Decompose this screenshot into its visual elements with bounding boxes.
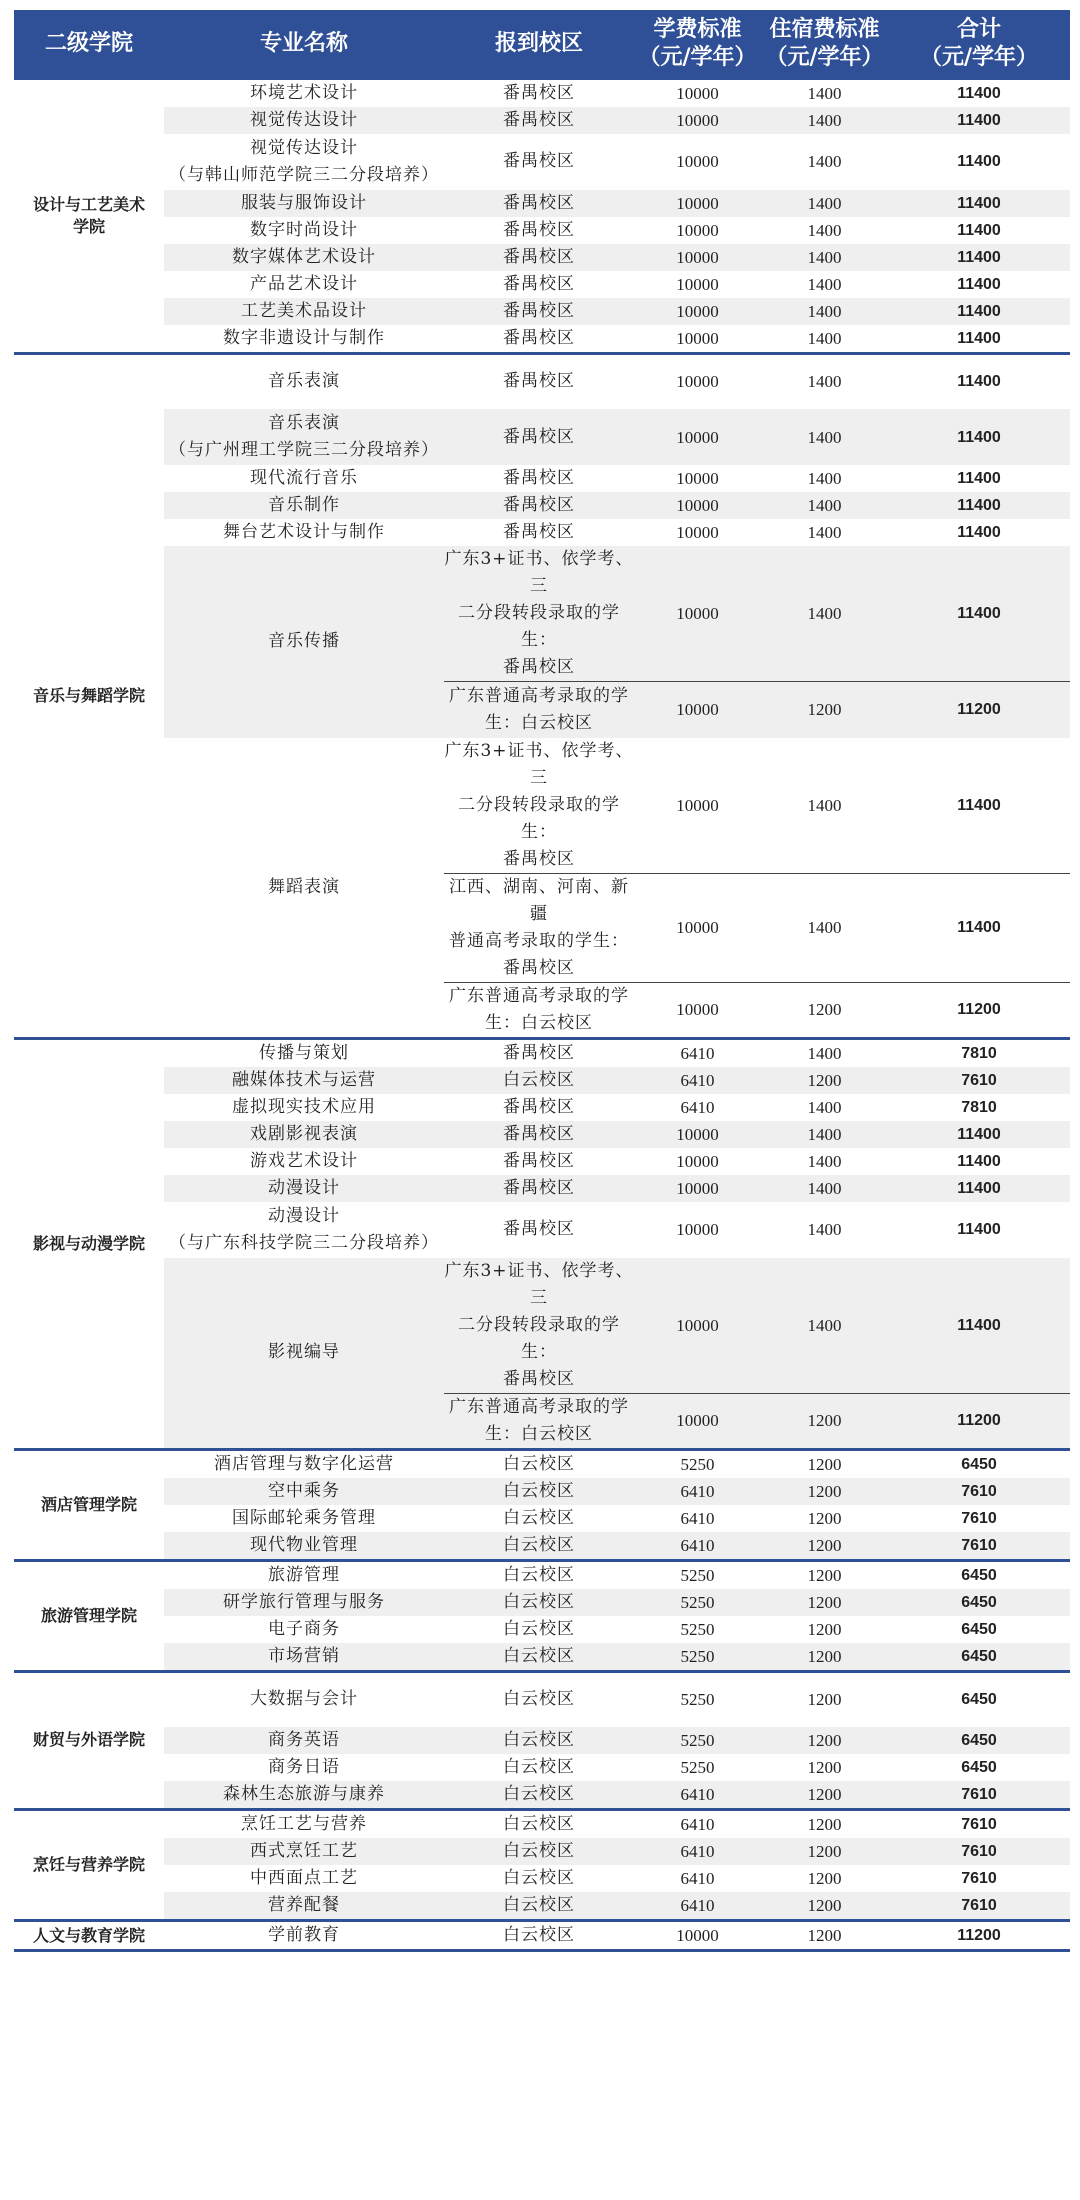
dorm-fee: 1400 — [807, 1220, 842, 1239]
fee-table-body — [14, 78, 1070, 1951]
major-name: 虚拟现实技术应用 — [232, 1096, 376, 1117]
tuition-fee: 10000 — [676, 328, 719, 348]
college-name: 人文与教育学院 — [14, 1921, 164, 1951]
dorm-fee: 1400 — [807, 1097, 842, 1117]
campus-name: 番禺校区 — [444, 492, 634, 519]
header-college: 二级学院 — [14, 10, 164, 78]
total-fee: 7610 — [888, 1892, 1070, 1921]
table-row — [14, 1589, 1070, 1616]
tuition-fee: 6410 — [634, 1781, 761, 1810]
header-major: 专业名称 — [164, 10, 444, 78]
major-name: 烹饪工艺与营养 — [164, 1810, 444, 1839]
major-name: 中西面点工艺 — [250, 1868, 358, 1888]
major-name: 营养配餐 — [164, 1892, 444, 1921]
header-total: 合计 （元/学年） — [888, 10, 1070, 78]
campus-name: 番禺校区 — [503, 522, 575, 542]
table-row — [14, 1148, 1070, 1175]
header-dorm: 住宿费标准 （元/学年） — [761, 10, 888, 78]
major-name: 西式烹饪工艺 — [164, 1838, 444, 1865]
tuition-fee: 5250 — [634, 1589, 761, 1616]
table-row — [14, 1810, 1070, 1839]
college-name: 设计与工艺美术 学院 — [14, 78, 164, 353]
table-row — [14, 244, 1070, 271]
total-fee: 7610 — [888, 1838, 1070, 1865]
tuition-fee: 10000 — [676, 469, 719, 488]
dorm-fee: 1200 — [761, 1643, 888, 1672]
table-row — [14, 190, 1070, 217]
total-fee: 11400 — [888, 78, 1070, 107]
dorm-fee: 1200 — [761, 1532, 888, 1561]
campus-name: 广东3+证书、依学考、三 二分段转段录取的学生： 番禺校区 — [444, 546, 634, 682]
campus-name: 白云校区 — [503, 1757, 575, 1777]
tuition-fee: 10000 — [634, 1121, 761, 1148]
college-name: 烹饪与营养学院 — [14, 1810, 164, 1921]
campus-name: 白云校区 — [444, 1560, 634, 1589]
dorm-fee: 1400 — [761, 1121, 888, 1148]
total-fee: 6450 — [888, 1671, 1070, 1727]
table-row — [14, 1781, 1070, 1810]
tuition-fee: 6410 — [634, 1838, 761, 1865]
college-name: 酒店管理学院 — [14, 1449, 164, 1560]
campus-name: 白云校区 — [444, 1838, 634, 1865]
dorm-fee: 1200 — [761, 1671, 888, 1727]
campus-name: 番禺校区 — [444, 190, 634, 217]
major-name: 大数据与会计 — [164, 1671, 444, 1727]
table-row — [14, 1094, 1070, 1121]
dorm-fee: 1400 — [807, 328, 842, 348]
major-name: 数字媒体艺术设计 — [164, 244, 444, 271]
fee-table — [14, 10, 1070, 1952]
total-fee: 11400 — [888, 492, 1070, 519]
dorm-fee: 1400 — [761, 1038, 888, 1067]
tuition-fee: 10000 — [676, 152, 719, 171]
tuition-fee: 6410 — [634, 1478, 761, 1505]
campus-name: 番禺校区 — [444, 1121, 634, 1148]
major-name: 音乐表演 （与广州理工学院三二分段培养） — [164, 409, 444, 465]
table-row — [14, 519, 1070, 546]
table-row — [14, 1478, 1070, 1505]
total-fee: 6450 — [888, 1449, 1070, 1478]
total-fee: 6450 — [961, 1620, 997, 1638]
table-row — [14, 1727, 1070, 1754]
dorm-fee: 1400 — [807, 1151, 842, 1171]
total-fee: 11400 — [957, 329, 1001, 347]
campus-name: 白云校区 — [444, 1892, 634, 1921]
tuition-fee: 10000 — [676, 274, 719, 294]
header-campus: 报到校区 — [444, 10, 634, 78]
major-name: 游戏艺术设计 — [250, 1150, 358, 1171]
table-row — [14, 1067, 1070, 1094]
tuition-fee: 6410 — [634, 1067, 761, 1094]
table-row — [14, 409, 1070, 465]
tuition-fee: 6410 — [634, 1810, 761, 1839]
campus-name: 番禺校区 — [444, 244, 634, 271]
dorm-fee: 1400 — [761, 409, 888, 465]
table-row — [14, 492, 1070, 519]
major-name: 工艺美术品设计 — [164, 298, 444, 325]
major-name: 舞蹈表演 — [268, 876, 340, 897]
campus-name: 番禺校区 — [503, 468, 575, 488]
total-fee: 6450 — [961, 1759, 997, 1776]
total-fee: 6450 — [888, 1560, 1070, 1589]
major-name: 学前教育 — [164, 1921, 444, 1951]
dorm-fee: 1200 — [761, 1449, 888, 1478]
table-row — [14, 546, 1070, 682]
total-fee: 7810 — [961, 1098, 997, 1116]
major-name: 国际邮轮乘务管理 — [232, 1507, 376, 1528]
tuition-fee: 10000 — [634, 190, 761, 217]
tuition-fee: 5250 — [634, 1671, 761, 1727]
table-row — [14, 1865, 1070, 1892]
dorm-fee: 1200 — [761, 1727, 888, 1754]
college-name: 财贸与外语学院 — [14, 1671, 164, 1810]
tuition-fee: 6410 — [634, 1892, 761, 1921]
dorm-fee: 1200 — [761, 1589, 888, 1616]
college-name: 音乐与舞蹈学院 — [14, 353, 164, 1038]
dorm-fee: 1400 — [761, 1258, 888, 1394]
tuition-fee: 10000 — [676, 795, 719, 815]
major-name: 森林生态旅游与康养 — [164, 1781, 444, 1810]
major-name: 视觉传达设计 （与韩山师范学院三二分段培养） — [169, 137, 439, 185]
table-row — [14, 1038, 1070, 1067]
total-fee: 11400 — [957, 275, 1001, 293]
table-row — [14, 1671, 1070, 1727]
tuition-fee: 5250 — [680, 1619, 715, 1639]
major-name: 戏剧影视表演 — [164, 1121, 444, 1148]
campus-name: 白云校区 — [444, 1921, 634, 1951]
dorm-fee: 1200 — [761, 1478, 888, 1505]
tuition-fee: 10000 — [676, 1151, 719, 1171]
tuition-fee: 10000 — [634, 982, 761, 1038]
table-row — [14, 1121, 1070, 1148]
table-row — [14, 1892, 1070, 1921]
tuition-fee: 6410 — [680, 1508, 715, 1528]
campus-name: 白云校区 — [444, 1671, 634, 1727]
campus-name: 番禺校区 — [444, 298, 634, 325]
tuition-fee: 10000 — [634, 492, 761, 519]
total-fee: 11200 — [888, 982, 1070, 1038]
tuition-fee: 10000 — [676, 220, 719, 240]
campus-name: 白云校区 — [444, 1532, 634, 1561]
major-name: 音乐制作 — [164, 492, 444, 519]
tuition-fee: 10000 — [676, 1220, 719, 1239]
total-fee: 11200 — [888, 682, 1070, 738]
tuition-fee: 6410 — [680, 1097, 715, 1117]
campus-name: 白云校区 — [503, 1618, 575, 1639]
campus-name: 广东3+证书、依学考、三 二分段转段录取的学生： 番禺校区 — [444, 740, 634, 869]
table-row — [14, 1838, 1070, 1865]
total-fee: 11400 — [957, 796, 1001, 814]
campus-name: 番禺校区 — [503, 1219, 575, 1239]
total-fee: 11400 — [888, 298, 1070, 325]
college-name: 影视与动漫学院 — [14, 1038, 164, 1449]
table-row — [14, 271, 1070, 298]
dorm-fee: 1400 — [761, 873, 888, 982]
major-name: 酒店管理与数字化运营 — [164, 1449, 444, 1478]
dorm-fee: 1200 — [761, 1892, 888, 1921]
table-row — [14, 1505, 1070, 1532]
table-row — [14, 353, 1070, 409]
table-row — [14, 1754, 1070, 1781]
campus-name: 番禺校区 — [444, 1038, 634, 1067]
table-row — [14, 1202, 1070, 1258]
campus-name: 白云校区 — [444, 1478, 634, 1505]
total-fee: 7610 — [961, 1870, 997, 1887]
dorm-fee: 1400 — [761, 107, 888, 134]
dorm-fee: 1200 — [761, 982, 888, 1038]
total-fee: 11200 — [888, 1921, 1070, 1951]
dorm-fee: 1200 — [761, 1810, 888, 1839]
table-row — [14, 1449, 1070, 1478]
dorm-fee: 1400 — [761, 244, 888, 271]
major-name: 数字非遗设计与制作 — [223, 327, 385, 348]
major-name: 服装与服饰设计 — [164, 190, 444, 217]
header-row — [14, 10, 1070, 78]
tuition-fee: 10000 — [634, 1258, 761, 1394]
major-name: 市场营销 — [164, 1643, 444, 1672]
table-row — [14, 78, 1070, 107]
total-fee: 11400 — [888, 1258, 1070, 1394]
campus-name: 番禺校区 — [503, 1096, 575, 1117]
dorm-fee: 1200 — [761, 1067, 888, 1094]
campus-name: 白云校区 — [444, 1449, 634, 1478]
total-fee: 6450 — [888, 1589, 1070, 1616]
campus-name: 白云校区 — [444, 1810, 634, 1839]
campus-name: 番禺校区 — [503, 327, 575, 348]
header-tuition: 学费标准 （元/学年） — [634, 10, 761, 78]
major-name: 商务日语 — [268, 1757, 340, 1777]
dorm-fee: 1400 — [807, 469, 842, 488]
table-row — [14, 1175, 1070, 1202]
major-name: 数字时尚设计 — [250, 219, 358, 240]
dorm-fee: 1400 — [761, 78, 888, 107]
total-fee: 6450 — [888, 1727, 1070, 1754]
tuition-fee: 6410 — [634, 1038, 761, 1067]
table-row — [14, 1643, 1070, 1672]
major-name: 现代流行音乐 — [250, 468, 358, 488]
campus-name: 番禺校区 — [444, 78, 634, 107]
tuition-fee: 10000 — [634, 298, 761, 325]
total-fee: 7610 — [888, 1810, 1070, 1839]
tuition-fee: 10000 — [634, 107, 761, 134]
total-fee: 11400 — [957, 470, 1001, 487]
tuition-fee: 10000 — [634, 1175, 761, 1202]
tuition-fee: 6410 — [680, 1869, 715, 1888]
total-fee: 11200 — [888, 1393, 1070, 1449]
campus-name: 番禺校区 — [444, 1175, 634, 1202]
campus-name: 广东普通高考录取的学 生：白云校区 — [444, 682, 634, 738]
table-row — [14, 1921, 1070, 1951]
tuition-fee: 10000 — [634, 546, 761, 682]
tuition-fee: 5250 — [634, 1643, 761, 1672]
table-row — [14, 1560, 1070, 1589]
total-fee: 11400 — [888, 873, 1070, 982]
tuition-fee: 10000 — [634, 409, 761, 465]
campus-name: 白云校区 — [503, 1868, 575, 1888]
tuition-fee: 6410 — [634, 1532, 761, 1561]
tuition-fee: 10000 — [676, 523, 719, 542]
campus-name: 番禺校区 — [444, 353, 634, 409]
major-name: 研学旅行管理与服务 — [164, 1589, 444, 1616]
campus-name: 白云校区 — [503, 1507, 575, 1528]
total-fee: 7610 — [961, 1509, 997, 1527]
campus-name: 番禺校区 — [444, 107, 634, 134]
campus-name: 白云校区 — [444, 1727, 634, 1754]
dorm-fee: 1400 — [807, 152, 842, 171]
table-row — [14, 1532, 1070, 1561]
tuition-fee: 10000 — [634, 244, 761, 271]
dorm-fee: 1200 — [807, 1508, 842, 1528]
tuition-fee: 10000 — [634, 1393, 761, 1449]
table-row — [14, 465, 1070, 492]
total-fee: 7610 — [888, 1067, 1070, 1094]
total-fee: 11400 — [957, 153, 1001, 170]
dorm-fee: 1200 — [761, 1781, 888, 1810]
major-name: 商务英语 — [164, 1727, 444, 1754]
major-name: 影视编导 — [164, 1258, 444, 1450]
major-name: 电子商务 — [268, 1618, 340, 1639]
total-fee: 11400 — [888, 353, 1070, 409]
dorm-fee: 1400 — [807, 220, 842, 240]
dorm-fee: 1200 — [761, 1393, 888, 1449]
campus-name: 番禺校区 — [503, 273, 575, 294]
dorm-fee: 1200 — [807, 1758, 842, 1777]
dorm-fee: 1400 — [761, 298, 888, 325]
total-fee: 11400 — [957, 524, 1001, 541]
campus-name: 广东普通高考录取的学 生：白云校区 — [444, 982, 634, 1038]
dorm-fee: 1400 — [807, 274, 842, 294]
tuition-fee: 10000 — [634, 873, 761, 982]
table-row — [14, 1258, 1070, 1394]
campus-name: 白云校区 — [444, 1067, 634, 1094]
major-name: 产品艺术设计 — [250, 273, 358, 294]
campus-name: 白云校区 — [444, 1589, 634, 1616]
dorm-fee: 1200 — [761, 682, 888, 738]
total-fee: 11400 — [888, 546, 1070, 682]
campus-name: 广东普通高考录取的学 生：白云校区 — [444, 1393, 634, 1449]
dorm-fee: 1400 — [761, 1175, 888, 1202]
total-fee: 6450 — [888, 1643, 1070, 1672]
dorm-fee: 1400 — [761, 190, 888, 217]
total-fee: 11400 — [888, 190, 1070, 217]
table-row — [14, 738, 1070, 874]
campus-name: 番禺校区 — [503, 1150, 575, 1171]
tuition-fee: 10000 — [634, 78, 761, 107]
tuition-fee: 10000 — [634, 682, 761, 738]
table-row — [14, 298, 1070, 325]
campus-name: 广东3+证书、依学考、三 二分段转段录取的学生： 番禺校区 — [444, 1258, 634, 1394]
total-fee: 11400 — [957, 221, 1001, 239]
major-name: 旅游管理 — [164, 1560, 444, 1589]
campus-name: 江西、湖南、河南、新疆 普通高考录取的学生： 番禺校区 — [444, 873, 634, 982]
total-fee: 7810 — [888, 1038, 1070, 1067]
dorm-fee: 1400 — [807, 523, 842, 542]
major-name: 音乐表演 — [164, 353, 444, 409]
major-name: 动漫设计 （与广东科技学院三二分段培养） — [169, 1205, 439, 1253]
major-name: 融媒体技术与运营 — [164, 1067, 444, 1094]
dorm-fee: 1400 — [761, 546, 888, 682]
dorm-fee: 1400 — [807, 795, 842, 815]
total-fee: 7610 — [888, 1781, 1070, 1810]
dorm-fee: 1200 — [761, 1921, 888, 1951]
table-row — [14, 134, 1070, 190]
total-fee: 11400 — [888, 244, 1070, 271]
table-row — [14, 107, 1070, 134]
campus-name: 番禺校区 — [503, 219, 575, 240]
table-row — [14, 217, 1070, 244]
tuition-fee: 10000 — [634, 353, 761, 409]
dorm-fee: 1200 — [761, 1560, 888, 1589]
dorm-fee: 1200 — [761, 1838, 888, 1865]
college-name: 旅游管理学院 — [14, 1560, 164, 1671]
dorm-fee: 1200 — [807, 1869, 842, 1888]
campus-name: 白云校区 — [444, 1643, 634, 1672]
major-name: 舞台艺术设计与制作 — [223, 522, 385, 542]
major-name: 音乐传播 — [164, 546, 444, 738]
fee-table-wrapper — [14, 10, 1070, 1952]
tuition-fee: 5250 — [634, 1560, 761, 1589]
campus-name: 番禺校区 — [503, 151, 575, 171]
tuition-fee: 10000 — [634, 1921, 761, 1951]
dorm-fee: 1400 — [761, 353, 888, 409]
total-fee: 11400 — [888, 409, 1070, 465]
total-fee: 11400 — [888, 1175, 1070, 1202]
total-fee: 11400 — [888, 107, 1070, 134]
major-name: 动漫设计 — [164, 1175, 444, 1202]
campus-name: 白云校区 — [444, 1781, 634, 1810]
dorm-fee: 1200 — [807, 1619, 842, 1639]
total-fee: 11400 — [957, 1152, 1001, 1170]
major-name: 空中乘务 — [164, 1478, 444, 1505]
dorm-fee: 1400 — [761, 492, 888, 519]
tuition-fee: 5250 — [634, 1449, 761, 1478]
campus-name: 番禺校区 — [444, 409, 634, 465]
table-row — [14, 325, 1070, 354]
total-fee: 7610 — [888, 1478, 1070, 1505]
major-name: 视觉传达设计 — [164, 107, 444, 134]
total-fee: 11400 — [957, 1221, 1001, 1238]
total-fee: 11400 — [888, 1121, 1070, 1148]
total-fee: 7610 — [888, 1532, 1070, 1561]
major-name: 传播与策划 — [164, 1038, 444, 1067]
table-row — [14, 1616, 1070, 1643]
major-name: 环境艺术设计 — [164, 78, 444, 107]
tuition-fee: 5250 — [680, 1758, 715, 1777]
tuition-fee: 5250 — [634, 1727, 761, 1754]
major-name: 现代物业管理 — [164, 1532, 444, 1561]
